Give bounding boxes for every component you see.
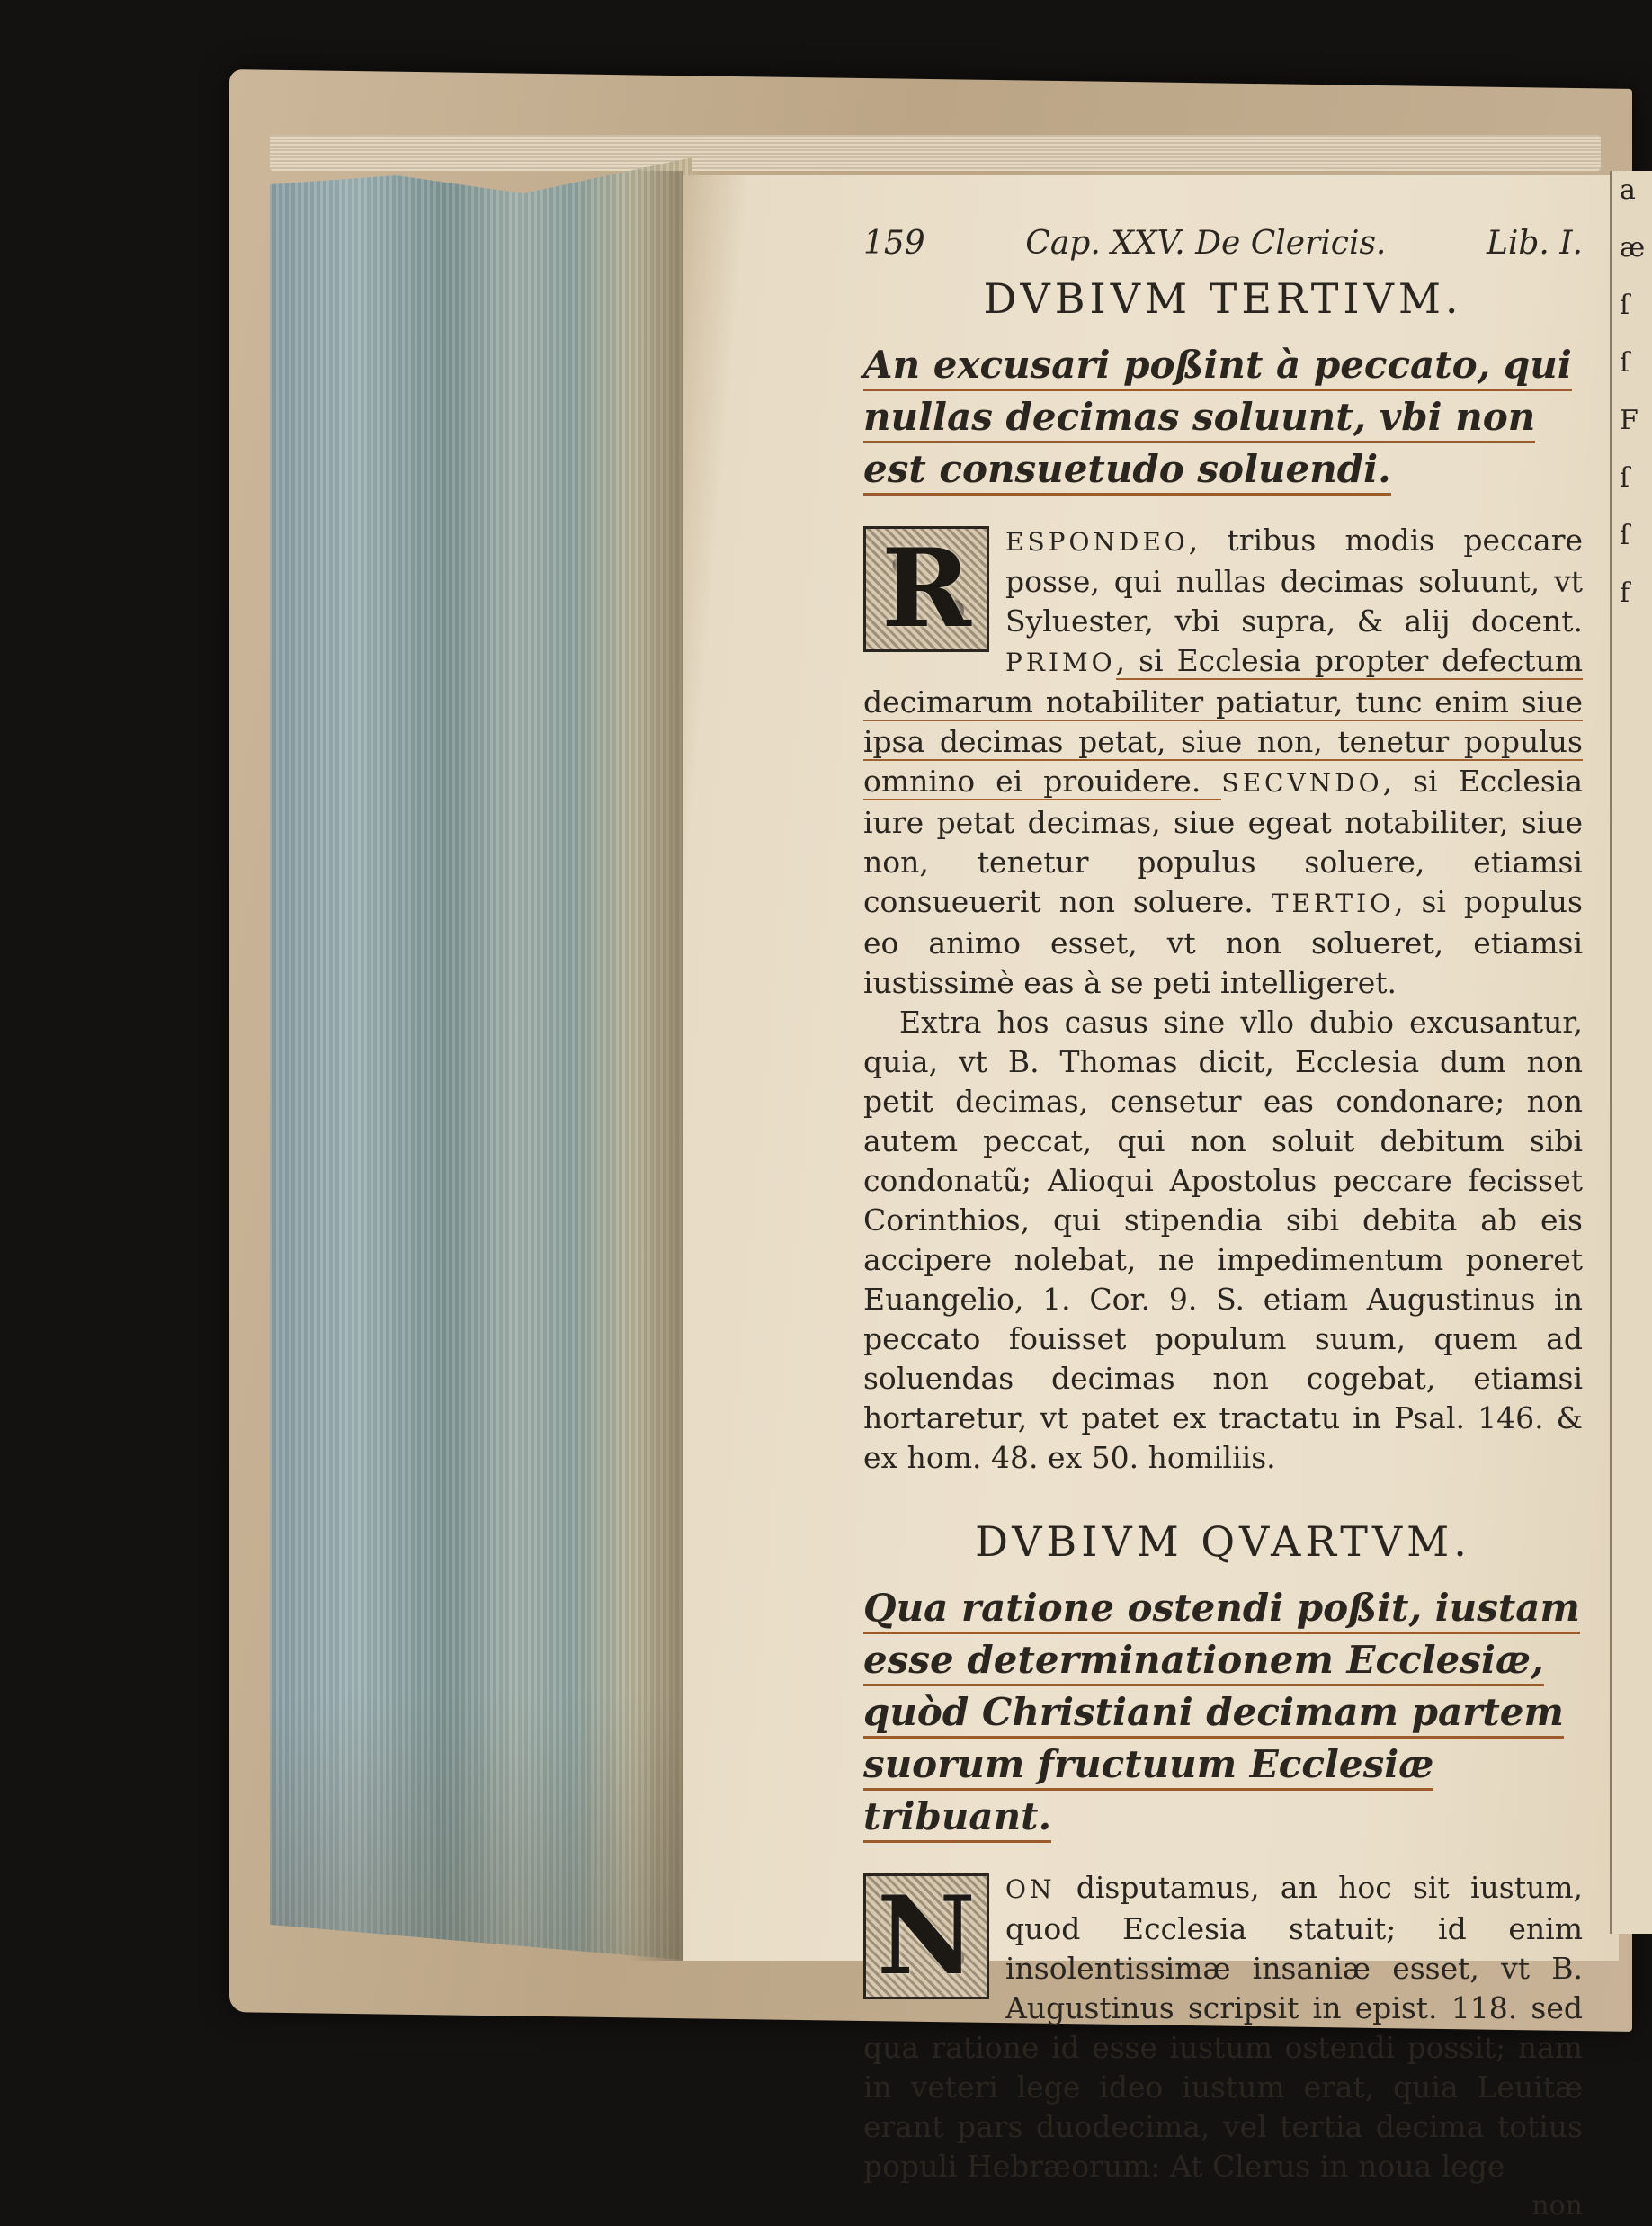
question-text: An excusari poßint à peccato, qui nullas decimas soluunt, vbi non est consuetudo soluendi. bbox=[863, 343, 1572, 496]
adjacent-page-glyph: ſ bbox=[1620, 462, 1630, 494]
adjacent-page-glyph: æ bbox=[1620, 232, 1646, 264]
book-label: Lib. I. bbox=[1486, 225, 1583, 262]
adjacent-page-glyph: ſ bbox=[1620, 520, 1630, 551]
lead-word: ESPONDEO bbox=[1005, 527, 1189, 557]
adjacent-page-edge bbox=[1610, 171, 1652, 1934]
adjacent-page-glyph: ſ bbox=[1620, 290, 1630, 321]
adjacent-page-glyph: a bbox=[1620, 174, 1636, 206]
chapter-title: Cap. XXV. De Clericis. bbox=[1025, 225, 1387, 262]
decorated-initial: N bbox=[863, 1873, 989, 1999]
paragraph: R ESPONDEO, tribus modis peccare posse, qui nullas decimas soluunt, vt Syluester, vbi supra, & alij docent. PRIMO, si Ecclesia propter defectum decimarum notabiliter patiatur, tunc enim siue ipsa decimas petat, siue non, tenetur populus omnino ei prouidere. SECVNDO, si Ecclesia iure petat decimas, siue egeat notabiliter, siue non, tenetur populus soluere, etiamsi consueuerit non soluere. TERTIO, si populus eo animo esset, vt non solueret, etiamsi iustissimè eas à se peti intelligeret. bbox=[863, 523, 1583, 1000]
gutter-shadow bbox=[630, 171, 683, 1961]
adjacent-page-glyph: ſ bbox=[1620, 347, 1630, 379]
decorated-initial: R bbox=[863, 526, 989, 652]
paragraph: Extra hos casus sine vllo dubio excusantur, quia, vt B. Thomas dicit, Ecclesia dum non petit decimas, censetur eas condonare; non autem peccat, qui non soluit debitum sibi condonatũ; Alioqui Apostolus peccare fecisset Corinthios, qui stipendia sibi debita ab eis accipere nolebat, ne impedimentum poneret Euangelio, 1. Cor. 9. S. etiam Augustinus in peccato fouisset populum suum, quem ad soluendas decimas non cogebat, etiamsi hortaretur, vt patet ex tractatu in Psal. 146. & ex hom. 48. ex 50. homiliis. bbox=[863, 1005, 1583, 1475]
section-heading: DVBIVM QVARTVM. bbox=[975, 1517, 1471, 1566]
section-heading: DVBIVM TERTIVM. bbox=[983, 274, 1463, 323]
section-question bbox=[863, 1582, 1583, 1843]
page-number: 159 bbox=[863, 225, 925, 262]
lead-word: ON bbox=[1005, 1874, 1056, 1904]
page-block-top bbox=[270, 135, 1601, 171]
adjacent-page-glyph: F bbox=[1620, 405, 1639, 436]
section-question bbox=[863, 339, 1583, 496]
running-head bbox=[863, 225, 1583, 262]
question-text: Qua ratione ostendi poßit, iustam esse determinationem Ecclesiæ, quòd Christiani decimam partem suorum fructuum Ecclesiæ tribuant. bbox=[863, 1586, 1580, 1843]
page-content bbox=[863, 225, 1583, 2226]
paragraph: N ON disputamus, an hoc sit iustum, quod Ecclesia statuit; id enim insolentissimæ insaniæ esset, vt B. Augustinus scripsit in epist. 118. sed qua ratione id esse iustum ostendi possit; nam in veteri lege ideo iustum erat, quia Leuitæ erant pars duodecima, vel tertia decima totius populi Hebræorum: At Clerus in noua lege bbox=[863, 1870, 1583, 2184]
adjacent-page-glyph: f bbox=[1620, 577, 1630, 609]
catchword: non bbox=[1531, 2190, 1583, 2222]
